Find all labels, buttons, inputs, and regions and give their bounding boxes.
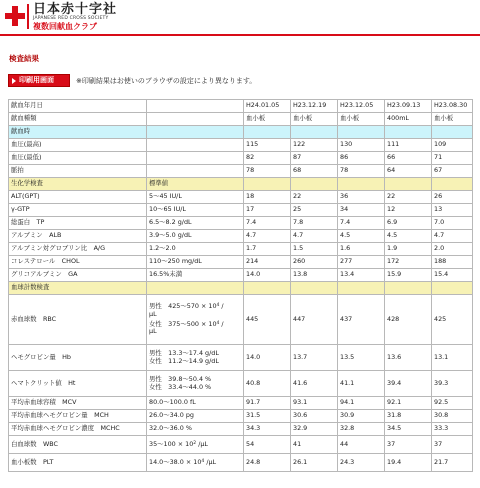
reference-cell: 80.0～100.0 fL (147, 397, 244, 410)
value-cell: 4.7 (291, 230, 338, 243)
value-cell: 13.7 (291, 345, 338, 371)
row-label: グリコアルブミン GA (9, 269, 147, 282)
value-cell: 92.5 (432, 397, 473, 410)
value-cell: 26.1 (291, 454, 338, 472)
value-cell: 41.6 (291, 371, 338, 397)
reference-cell: 5～45 IU/L (147, 191, 244, 204)
reference-cell: 男性 13.3～17.4 g/dL 女性 11.2～14.9 g/dL (147, 345, 244, 371)
type-cell: 血小板 (432, 113, 473, 126)
value-cell: 2.0 (432, 243, 473, 256)
value-cell: 122 (291, 139, 338, 152)
value-cell: 4.7 (244, 230, 291, 243)
value-cell: 37 (432, 436, 473, 454)
reference-cell: 6.5～8.2 g/dL (147, 217, 244, 230)
date-cell: H24.01.05 (244, 100, 291, 113)
value-cell: 54 (244, 436, 291, 454)
section-header-biochemistry (9, 178, 473, 191)
value-cell: 30.6 (291, 410, 338, 423)
value-cell: 7.4 (338, 217, 385, 230)
row-label: コレステロール CHOL (9, 256, 147, 269)
type-cell: 400mL (385, 113, 432, 126)
print-note: ※印刷結果はお使いのブラウザの設定により異なります。 (76, 77, 257, 85)
value-cell: 437 (338, 295, 385, 345)
value-cell: 66 (385, 152, 432, 165)
value-cell: 13.4 (338, 269, 385, 282)
table-row (9, 165, 473, 178)
row-label: 血小板数 PLT (9, 454, 147, 472)
value-cell: 93.1 (291, 397, 338, 410)
value-cell: 41 (291, 436, 338, 454)
row-label: ヘモグロビン量 Hb (9, 345, 147, 371)
table-row (9, 410, 473, 423)
value-cell: 94.1 (338, 397, 385, 410)
value-cell: 86 (338, 152, 385, 165)
value-cell: 21.7 (432, 454, 473, 472)
date-label: 献血年月日 (9, 100, 147, 113)
logo-club-name: 複数回献血クラブ (33, 21, 97, 31)
value-cell: 87 (291, 152, 338, 165)
table-row-rbc (9, 295, 473, 345)
empty-cell (147, 100, 244, 113)
row-label: 総蛋白 TP (9, 217, 147, 230)
row-label: 平均赤血球容積 MCV (9, 397, 147, 410)
row-label: ヘマトクリット値 Ht (9, 371, 147, 397)
logo-divider (27, 4, 29, 29)
empty-cell (147, 113, 244, 126)
value-cell: 37 (385, 436, 432, 454)
value-cell: 13.8 (291, 269, 338, 282)
row-label: 血圧(最低) (9, 152, 147, 165)
results-table (8, 99, 473, 472)
section-label: 生化学検査 (9, 178, 147, 191)
row-label: アルブミン対グロブリン比 A/G (9, 243, 147, 256)
value-cell: 172 (385, 256, 432, 269)
reference-cell: 35～100 × $10^2$ /μL (147, 436, 244, 454)
logo-name-en: JAPANESE RED CROSS SOCIETY (33, 16, 109, 21)
value-cell: 214 (244, 256, 291, 269)
table-row (9, 423, 473, 436)
type-label: 献血種類 (9, 113, 147, 126)
value-cell: 39.3 (432, 371, 473, 397)
table-row-dates (9, 100, 473, 113)
row-label: 赤血球数 RBC (9, 295, 147, 345)
reference-cell: 10～65 IU/L (147, 204, 244, 217)
value-cell: 15.9 (385, 269, 432, 282)
type-cell: 血小板 (244, 113, 291, 126)
table-row (9, 217, 473, 230)
value-cell: 13.1 (432, 345, 473, 371)
logo[interactable] (33, 3, 117, 31)
table-row (9, 191, 473, 204)
reference-cell: 32.0～36.0 % (147, 423, 244, 436)
value-cell: 24.8 (244, 454, 291, 472)
date-cell: H23.12.19 (291, 100, 338, 113)
value-cell: 4.5 (338, 230, 385, 243)
reference-cell: 14.0～38.0 × $10^4$ /μL (147, 454, 244, 472)
value-cell: 4.7 (432, 230, 473, 243)
reference-cell: 16.5%未満 (147, 269, 244, 282)
value-cell: 13 (432, 204, 473, 217)
red-cross-logo-icon (5, 6, 25, 26)
table-row (9, 230, 473, 243)
row-label: 脈拍 (9, 165, 147, 178)
value-cell: 14.0 (244, 345, 291, 371)
value-cell: 13.6 (385, 345, 432, 371)
section-header-donation (9, 126, 473, 139)
value-cell: 109 (432, 139, 473, 152)
value-cell: 277 (338, 256, 385, 269)
reference-cell: 1.2～2.0 (147, 243, 244, 256)
reference-cell: 男性 425～570 × $10^4$ / μL 女性 375～500 × $10^4$ / μL (147, 295, 244, 345)
value-cell: 7.4 (244, 217, 291, 230)
value-cell: 24.3 (338, 454, 385, 472)
row-label: 血圧(最高) (9, 139, 147, 152)
value-cell: 25 (291, 204, 338, 217)
row-label: γ-GTP (9, 204, 147, 217)
value-cell: 445 (244, 295, 291, 345)
section-label: 献血時 (9, 126, 147, 139)
date-cell: H23.09.13 (385, 100, 432, 113)
table-row (9, 152, 473, 165)
table-row (9, 243, 473, 256)
value-cell: 7.0 (432, 217, 473, 230)
value-cell: 1.7 (244, 243, 291, 256)
table-row-types (9, 113, 473, 126)
value-cell: 260 (291, 256, 338, 269)
value-cell: 15.4 (432, 269, 473, 282)
value-cell: 1.9 (385, 243, 432, 256)
value-cell: 4.5 (385, 230, 432, 243)
row-label: 平均赤血球ヘモグロビン濃度 MCHC (9, 423, 147, 436)
value-cell: 67 (432, 165, 473, 178)
section-label: 血球計数検査 (9, 282, 147, 295)
section-header-blood-count (9, 282, 473, 295)
value-cell: 17 (244, 204, 291, 217)
value-cell: 428 (385, 295, 432, 345)
value-cell: 447 (291, 295, 338, 345)
row-label: アルブミン ALB (9, 230, 147, 243)
value-cell: 33.3 (432, 423, 473, 436)
header-divider (0, 34, 480, 36)
value-cell: 130 (338, 139, 385, 152)
value-cell: 64 (385, 165, 432, 178)
value-cell: 18 (244, 191, 291, 204)
value-cell: 34 (338, 204, 385, 217)
value-cell: 44 (338, 436, 385, 454)
table-row (9, 269, 473, 282)
value-cell: 91.7 (244, 397, 291, 410)
value-cell: 111 (385, 139, 432, 152)
type-cell: 血小板 (338, 113, 385, 126)
arrow-right-icon (12, 78, 16, 84)
value-cell: 32.8 (338, 423, 385, 436)
value-cell: 40.8 (244, 371, 291, 397)
site-header (0, 0, 480, 34)
value-cell: 26 (432, 191, 473, 204)
page-title: 検査結果 (9, 54, 39, 63)
empty-cell (147, 152, 244, 165)
value-cell: 82 (244, 152, 291, 165)
reference-cell: 26.0～34.0 pg (147, 410, 244, 423)
value-cell: 6.9 (385, 217, 432, 230)
empty-cell (147, 165, 244, 178)
value-cell: 92.1 (385, 397, 432, 410)
value-cell: 115 (244, 139, 291, 152)
value-cell: 1.6 (338, 243, 385, 256)
value-cell: 71 (432, 152, 473, 165)
value-cell: 188 (432, 256, 473, 269)
logo-name-jp: 日本赤十字社 (33, 2, 118, 17)
value-cell: 425 (432, 295, 473, 345)
table-row-ht (9, 371, 473, 397)
table-row (9, 256, 473, 269)
value-cell: 78 (338, 165, 385, 178)
row-label: 白血球数 WBC (9, 436, 147, 454)
table-row-plt (9, 454, 473, 472)
value-cell: 14.0 (244, 269, 291, 282)
print-view-button-label: 印刷用画面 (19, 76, 54, 84)
value-cell: 31.8 (385, 410, 432, 423)
value-cell: 12 (385, 204, 432, 217)
value-cell: 30.8 (432, 410, 473, 423)
value-cell: 1.5 (291, 243, 338, 256)
print-view-button[interactable] (8, 74, 70, 87)
row-label: 平均赤血球ヘモグロビン量 MCH (9, 410, 147, 423)
table-row-wbc (9, 436, 473, 454)
value-cell: 36 (338, 191, 385, 204)
reference-cell: 110～250 mg/dL (147, 256, 244, 269)
reference-cell: 男性 39.8～50.4 % 女性 33.4～44.0 % (147, 371, 244, 397)
table-row (9, 397, 473, 410)
value-cell: 22 (291, 191, 338, 204)
value-cell: 13.5 (338, 345, 385, 371)
value-cell: 32.9 (291, 423, 338, 436)
date-cell: H23.12.05 (338, 100, 385, 113)
value-cell: 78 (244, 165, 291, 178)
table-row (9, 139, 473, 152)
value-cell: 22 (385, 191, 432, 204)
value-cell: 34.5 (385, 423, 432, 436)
value-cell: 19.4 (385, 454, 432, 472)
row-label: ALT(GPT) (9, 191, 147, 204)
value-cell: 39.4 (385, 371, 432, 397)
value-cell: 7.8 (291, 217, 338, 230)
type-cell: 血小板 (291, 113, 338, 126)
value-cell: 30.9 (338, 410, 385, 423)
table-row-hb (9, 345, 473, 371)
value-cell: 68 (291, 165, 338, 178)
reference-header: 標準値 (147, 178, 244, 191)
date-cell: H23.08.30 (432, 100, 473, 113)
table-row (9, 204, 473, 217)
empty-cell (147, 139, 244, 152)
reference-cell: 3.9～5.0 g/dL (147, 230, 244, 243)
value-cell: 41.1 (338, 371, 385, 397)
value-cell: 34.3 (244, 423, 291, 436)
value-cell: 31.5 (244, 410, 291, 423)
